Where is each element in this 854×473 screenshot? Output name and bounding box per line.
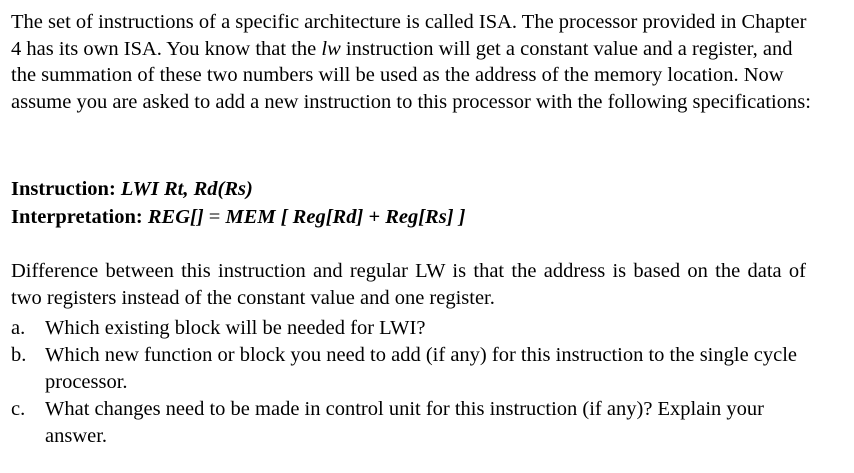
intro-text-1: The set of instructions of a specific architecture is called ISA. The processor provided in Chapter 4 has its own ISA. You know that the — [11, 11, 807, 60]
question-list — [11, 315, 811, 450]
question-text: Which new function or block you need to add (if any) for this instruction to the single cycle processor. — [45, 344, 798, 393]
question-marker: b. — [11, 344, 27, 366]
question-b — [11, 342, 811, 396]
instruction-label: Instruction: — [11, 178, 121, 200]
question-text: Which existing block will be needed for LWI? — [45, 317, 426, 339]
intro-paragraph — [11, 9, 811, 115]
question-a — [11, 315, 811, 342]
question-c — [11, 396, 811, 450]
difference-paragraph: Difference between this instruction and regular LW is that the address is based on the data of two registers instead of the constant value and one register. — [11, 260, 806, 309]
interpretation-lhs: REG[] — [147, 206, 204, 228]
question-marker: a. — [11, 317, 26, 339]
interpretation-equals: = — [203, 206, 226, 228]
interpretation-label: Interpretation: — [11, 206, 148, 228]
instruction-value: LWI Rt, Rd(Rs) — [120, 178, 253, 200]
interpretation-line — [11, 204, 465, 230]
interpretation-rhs: MEM [ Reg[Rd] + Reg[Rs] ] — [225, 206, 466, 228]
intro-text-2: instruction will get a constant value and a register, and the summation of these two numbers will be used as the address of the memory location. Now assume you are asked to add a new instruction to this processor with the following specifications: — [11, 37, 811, 113]
lw-term: lw — [321, 37, 341, 60]
instruction-line — [11, 176, 253, 202]
question-text: What changes need to be made in control unit for this instruction (if any)? Explain your answer. — [45, 398, 765, 447]
question-marker: c. — [11, 398, 26, 420]
